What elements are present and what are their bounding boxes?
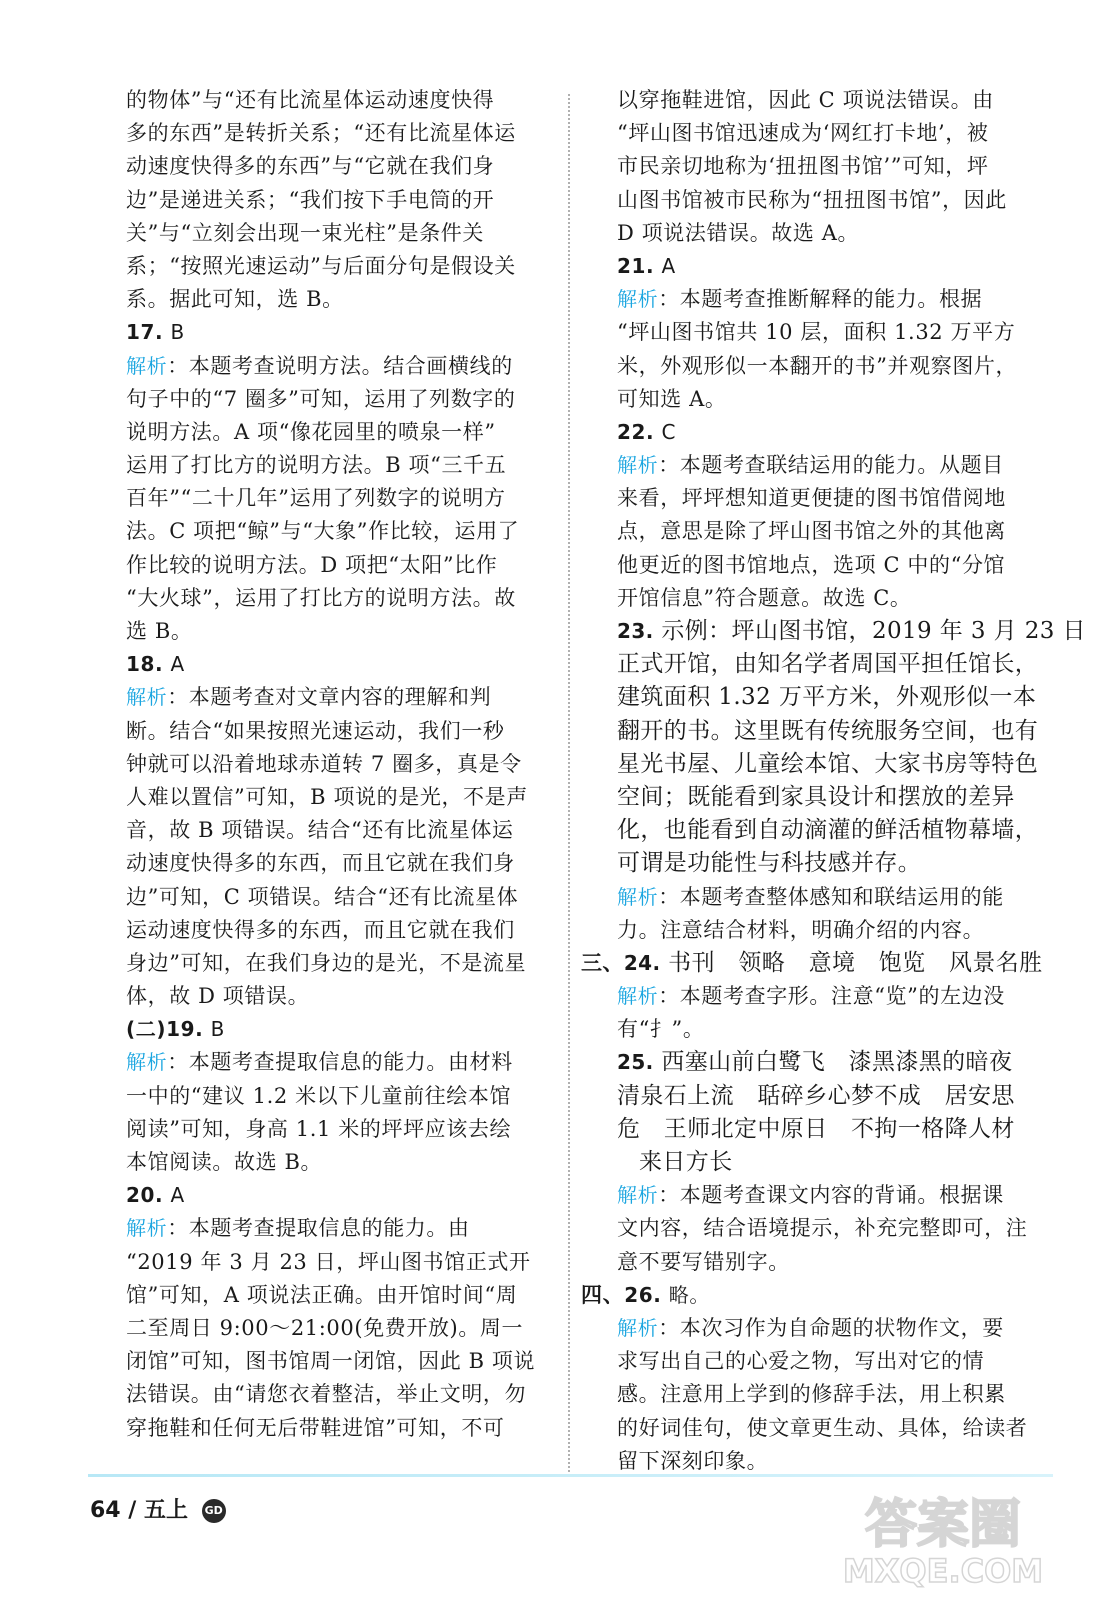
line-text: 二至周日 9:00～21:00(免费开放)。周一 xyxy=(126,1315,524,1340)
line-text: 感。注意用上学到的修辞手法，用上积累 xyxy=(617,1382,1006,1407)
line-text: 留下深刻印象。 xyxy=(617,1448,769,1473)
text-line xyxy=(617,648,1042,681)
text-line xyxy=(617,1312,1042,1345)
line-text: 的物体”与“还有比流星体运动速度快得 xyxy=(126,88,495,112)
line-text: 星光书屋、儿童绘本馆、大家书房等特色 xyxy=(617,750,1039,777)
text-line xyxy=(126,814,546,847)
answer-text: 书刊 领略 意境 饱览 风景名胜 xyxy=(668,949,1043,976)
line-text: 说明方法。A 项“像花园里的喷泉一样” xyxy=(126,419,496,444)
text-line xyxy=(617,1246,1042,1279)
line-text: 闭馆”可知，图书馆周一闭馆，因此 B 项说 xyxy=(126,1349,536,1374)
text-line xyxy=(617,250,1042,283)
line-text: 的好词佳句，使文章更生动、具体，给读者 xyxy=(617,1415,1028,1440)
text-line xyxy=(617,316,1042,349)
text-line xyxy=(126,449,546,482)
line-text: 可谓是功能性与科技感并存。 xyxy=(617,850,922,877)
line-text: 系。据此可知，选 B。 xyxy=(126,287,344,312)
analysis-label: 解析 xyxy=(126,353,168,378)
analysis-label: 解析 xyxy=(617,1315,659,1340)
text-line xyxy=(617,117,1042,150)
line-text: 关”与“立刻会出现一束光柱”是条件关 xyxy=(126,220,485,245)
line-text: 馆”可知，A 项说法正确。由开馆时间“周 xyxy=(126,1282,518,1307)
analysis-label: 解析 xyxy=(617,453,659,478)
text-line xyxy=(126,350,546,383)
text-line xyxy=(126,383,546,416)
line-text: 身边”可知，在我们身边的是光，不是流星 xyxy=(126,950,527,975)
line-text: 动速度快得多的东西”与“它就在我们身 xyxy=(126,154,495,179)
answer-text: 略。 xyxy=(668,1282,710,1307)
text-line xyxy=(126,1246,546,1279)
text-line xyxy=(617,150,1042,183)
text-line xyxy=(126,1146,546,1179)
text-line xyxy=(617,449,1042,482)
line-text: 米，外观形似一本翻开的书”并观察图片， xyxy=(617,353,1018,378)
page-footer xyxy=(90,1493,226,1524)
question-number: 19. xyxy=(166,1017,204,1042)
line-text: ：本题考查课文内容的背诵。根据课 xyxy=(658,1183,1004,1208)
answer-text: C xyxy=(661,419,677,444)
text-line xyxy=(617,350,1042,383)
part-number: (二) xyxy=(126,1017,167,1042)
text-line xyxy=(126,1345,546,1378)
text-line xyxy=(126,84,546,117)
line-text: 以穿拖鞋进馆，因此 C 项说法错误。由 xyxy=(617,88,994,112)
text-line xyxy=(126,1179,546,1212)
text-line xyxy=(126,316,546,349)
text-line xyxy=(617,184,1042,217)
text-line xyxy=(581,1279,1042,1312)
line-text: 危 王师北定中原日 不拘一格降人材 xyxy=(617,1115,1015,1142)
text-line xyxy=(617,416,1042,449)
text-line xyxy=(617,1113,1042,1146)
line-text: ：本题考查联结运用的能力。从题目 xyxy=(658,453,1004,478)
answer-text: A xyxy=(661,253,676,278)
line-text: “大火球”，运用了打比方的说明方法。故 xyxy=(126,585,516,610)
line-text: 穿拖鞋和任何无后带鞋进馆”可知，不可 xyxy=(126,1415,505,1440)
text-line xyxy=(126,1279,546,1312)
text-line xyxy=(617,1212,1042,1245)
answer-text: A xyxy=(170,1183,185,1208)
text-line xyxy=(617,283,1042,316)
text-line xyxy=(126,416,546,449)
line-text: 力。注意结合材料，明确介绍的内容。 xyxy=(617,917,985,942)
line-text: 求写出自己的心爱之物，写出对它的情 xyxy=(617,1349,985,1374)
line-text: 断。结合“如果按照光速运动，我们一秒 xyxy=(126,718,505,743)
text-line xyxy=(126,681,546,714)
line-text: D 项说法错误。故选 A。 xyxy=(617,220,860,245)
line-text: 正式开馆，由知名学者周国平担任馆长， xyxy=(617,651,1039,678)
line-text: 化，也能看到自动滴灌的鲜活植物幕墙， xyxy=(617,817,1039,844)
line-text: 法错误。由“请您衣着整洁，举止文明，勿 xyxy=(126,1382,527,1407)
footer-separator: / xyxy=(128,1498,137,1523)
text-line xyxy=(126,1113,546,1146)
left-column xyxy=(126,84,546,1445)
question-number: 18. xyxy=(126,652,164,677)
text-line xyxy=(126,881,546,914)
text-line xyxy=(126,715,546,748)
text-line xyxy=(617,781,1042,814)
text-line xyxy=(126,1080,546,1113)
text-line xyxy=(126,847,546,880)
line-text: ：本题考查提取信息的能力。由 xyxy=(167,1216,470,1241)
column-divider xyxy=(568,94,570,1472)
answer-text: B xyxy=(170,320,185,345)
line-text: ：本题考查字形。注意“览”的左边没 xyxy=(658,984,1005,1009)
text-line xyxy=(617,615,1086,648)
watermark-url: MXQE.COM xyxy=(842,1552,1044,1590)
analysis-label: 解析 xyxy=(126,1050,168,1075)
text-line xyxy=(126,914,546,947)
line-text: 边”是递进关系；“我们按下手电筒的开 xyxy=(126,187,495,212)
line-text: 阅读”可知，身高 1.1 米的坪坪应该去绘 xyxy=(126,1116,512,1141)
text-line xyxy=(126,1046,546,1079)
line-text: 有“扌”。 xyxy=(617,1017,705,1042)
text-line xyxy=(126,1013,546,1046)
answer-text: 西塞山前白鹭飞 漆黑漆黑的暗夜 xyxy=(661,1049,1013,1076)
section-number: 四、 xyxy=(581,1282,625,1307)
text-line xyxy=(617,1146,1042,1179)
watermark-logo xyxy=(813,1482,1073,1592)
line-text: ：本题考查说明方法。结合画横线的 xyxy=(167,353,513,378)
text-line xyxy=(617,84,1042,117)
text-line xyxy=(617,1445,1042,1478)
answer-text: 示例：坪山图书馆，2019 年 3 月 23 日 xyxy=(661,618,1086,644)
line-text: 点，意思是除了坪山图书馆之外的其他离 xyxy=(617,519,1006,544)
text-line xyxy=(126,217,546,250)
question-number: 22. xyxy=(617,419,655,444)
text-line xyxy=(126,980,546,1013)
text-line xyxy=(126,1212,546,1245)
text-line xyxy=(126,515,546,548)
text-line xyxy=(126,648,546,681)
text-line xyxy=(126,150,546,183)
question-number: 17. xyxy=(126,320,164,345)
text-line xyxy=(617,1378,1042,1411)
line-text: 本馆阅读。故选 B。 xyxy=(126,1150,323,1174)
line-text: 空间；既能看到家具设计和摆放的差异 xyxy=(617,783,1015,810)
line-text: ：本次习作为自命题的状物作文，要 xyxy=(658,1315,1004,1340)
line-text: ：本题考查提取信息的能力。由材料 xyxy=(167,1050,513,1075)
analysis-label: 解析 xyxy=(617,984,659,1009)
line-text: 山图书馆被市民称为“扭扭图书馆”，因此 xyxy=(617,187,1007,212)
right-column xyxy=(581,84,1086,1478)
text-line xyxy=(126,1412,546,1445)
answer-text: A xyxy=(170,652,185,677)
line-text: 市民亲切地称为‘扭扭图书馆’”可知，坪 xyxy=(617,154,989,179)
text-line xyxy=(617,1345,1042,1378)
line-text: 人难以置信”可知，B 项说的是光，不是声 xyxy=(126,784,528,809)
text-line xyxy=(617,383,1042,416)
text-line xyxy=(617,914,1042,947)
line-text: 钟就可以沿着地球赤道转 7 圈多，真是令 xyxy=(126,751,522,776)
text-line xyxy=(617,217,1042,250)
text-line xyxy=(617,482,1042,515)
question-number: 26. xyxy=(624,1282,662,1307)
analysis-label: 解析 xyxy=(617,1183,659,1208)
watermark-title: 答案圈 xyxy=(864,1495,1022,1555)
text-line xyxy=(617,1080,1042,1113)
text-line xyxy=(126,615,546,648)
page-number: 64 xyxy=(90,1498,121,1523)
line-text: 来看，坪坪想知道更便捷的图书馆借阅地 xyxy=(617,486,1006,511)
text-line xyxy=(617,847,1042,880)
line-text: 多的东西”是转折关系；“还有比流星体运 xyxy=(126,121,516,146)
line-text: 运用了打比方的说明方法。B 项“三千五 xyxy=(126,453,507,478)
text-line xyxy=(617,582,1042,615)
text-line xyxy=(617,1412,1042,1445)
analysis-label: 解析 xyxy=(126,1216,168,1241)
text-line xyxy=(126,1312,546,1345)
text-line xyxy=(126,1378,546,1411)
question-number: 20. xyxy=(126,1183,164,1208)
text-line xyxy=(617,814,1042,847)
line-text: 翻开的书。这里既有传统服务空间，也有 xyxy=(617,717,1039,744)
text-line xyxy=(581,947,1043,980)
text-line xyxy=(617,980,1042,1013)
line-text: 作比较的说明方法。D 项把“太阳”比作 xyxy=(126,552,498,577)
text-line xyxy=(617,549,1042,582)
text-line xyxy=(126,582,546,615)
line-text: 边”可知，C 项错误。结合“还有比流星体 xyxy=(126,884,519,909)
question-number: 23. xyxy=(617,619,654,643)
text-line xyxy=(126,947,546,980)
grade-label: 五上 xyxy=(144,1498,189,1523)
question-number: 24. xyxy=(623,950,661,975)
line-text: 来日方长 xyxy=(639,1149,733,1175)
text-line xyxy=(617,1013,1042,1046)
line-text: 他更近的图书馆地点，选项 C 中的“分馆 xyxy=(617,552,1006,577)
line-text: 音，故 B 项错误。结合“还有比流星体运 xyxy=(126,818,514,843)
line-text: ：本题考查整体感知和联结运用的能 xyxy=(658,884,1004,909)
text-line xyxy=(617,881,1042,914)
text-line xyxy=(617,1046,1042,1079)
text-line xyxy=(617,681,1042,714)
line-text: 百年”“二十几年”运用了列数字的说明方 xyxy=(126,486,506,511)
line-text: 系；“按照光速运动”与后面分句是假设关 xyxy=(126,253,516,278)
text-line xyxy=(126,283,546,316)
line-text: 动速度快得多的东西，而且它就在我们身 xyxy=(126,851,515,876)
text-line xyxy=(126,250,546,283)
text-line xyxy=(126,482,546,515)
edition-logo-icon: GD xyxy=(202,1499,226,1523)
question-number: 21. xyxy=(617,253,655,278)
line-text: 句子中的“7 圈多”可知，运用了列数字的 xyxy=(126,386,516,411)
line-text: 意不要写错别字。 xyxy=(617,1249,790,1274)
text-line xyxy=(126,184,546,217)
line-text: 文内容，结合语境提示，补充完整即可，注 xyxy=(617,1216,1028,1241)
question-number: 25. xyxy=(617,1050,654,1075)
text-line xyxy=(126,781,546,814)
line-text: 建筑面积 1.32 万平方米，外观形似一本 xyxy=(617,684,1037,711)
footer-rule xyxy=(88,1474,1053,1477)
line-text: “坪山图书馆迅速成为‘网红打卡地’，被 xyxy=(617,121,989,146)
line-text: 选 B。 xyxy=(126,619,193,643)
line-text: 开馆信息”符合题意。故选 C。 xyxy=(617,585,912,610)
line-text: “坪山图书馆共 10 层，面积 1.32 万平方 xyxy=(617,320,1016,345)
text-line xyxy=(617,748,1042,781)
line-text: 一中的“建议 1.2 米以下儿童前往绘本馆 xyxy=(126,1083,512,1108)
analysis-label: 解析 xyxy=(617,884,659,909)
line-text: “2019 年 3 月 23 日，坪山图书馆正式开 xyxy=(126,1249,531,1274)
answer-text: B xyxy=(210,1017,225,1042)
text-line xyxy=(617,515,1042,548)
text-line xyxy=(126,748,546,781)
line-text: ：本题考查对文章内容的理解和判 xyxy=(167,685,492,710)
analysis-label: 解析 xyxy=(126,685,168,710)
line-text: ：本题考查推断解释的能力。根据 xyxy=(658,287,983,312)
line-text: 体，故 D 项错误。 xyxy=(126,984,310,1009)
text-line xyxy=(617,1179,1042,1212)
line-text: 法。C 项把“鲸”与“大象”作比较，运用了 xyxy=(126,519,520,544)
analysis-label: 解析 xyxy=(617,287,659,312)
line-text: 清泉石上流 聒碎乡心梦不成 居安思 xyxy=(617,1082,1015,1109)
text-line xyxy=(126,549,546,582)
section-number: 三、 xyxy=(581,950,624,975)
text-line xyxy=(617,715,1042,748)
line-text: 运动速度快得多的东西，而且它就在我们 xyxy=(126,917,515,942)
text-line xyxy=(126,117,546,150)
line-text: 可知选 A。 xyxy=(617,386,727,411)
